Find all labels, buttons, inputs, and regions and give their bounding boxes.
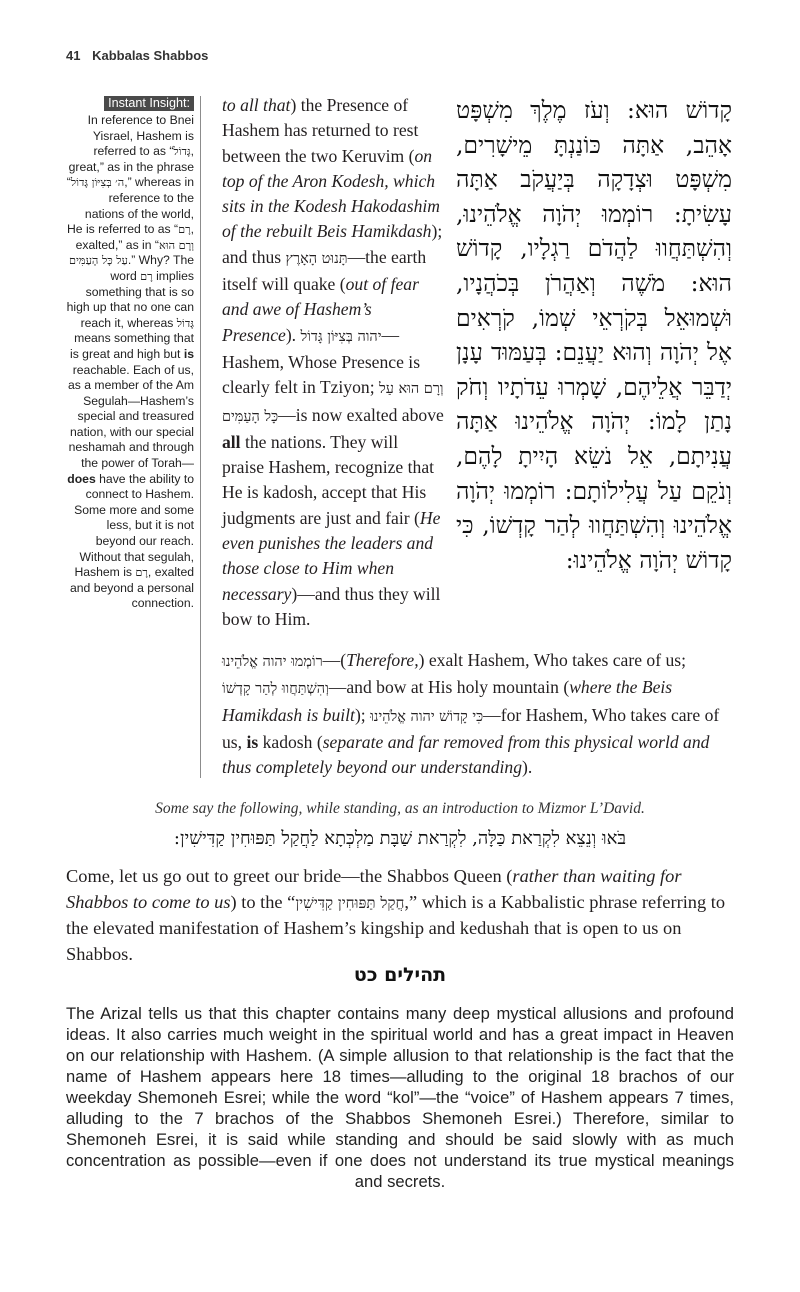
sidebar-divider — [200, 96, 201, 778]
page-number: 41 — [66, 48, 81, 63]
translation-continued — [222, 648, 734, 780]
translation-text: ); — [354, 704, 371, 725]
translation-text: ). — [522, 757, 533, 778]
hebrew-prayer-text: קָדוֹשׁ הוּא: וְעֹז מֶלֶךְ מִשְׁפָּט אָהֵב, אַתָּה כּוֹנַנְתָּ מֵישָׁרִים, מִשְׁפָּט וּצְדָקָה בְּיַעֲקֹב אַתָּה עָשִׂיתָ: רוֹמְמוּ יְהֹוָה אֱלֹהֵינוּ, וְהִשְׁתַּחֲווּ לַהֲדֹם רַגְלָיו, קָדוֹשׁ הוּא: מֹשֶׁה וְאַהֲרֹן בְּכֹהֲנָיו, וּשְׁמוּאֵל בְּקֹרְאֵי שְׁמוֹ, קֹרְאִים אֶל יְהֹוָה וְהוּא יַעֲנֵם: בְּעַמּוּד עָנָן יְדַבֵּר אֲלֵיהֶם, שָׁמְרוּ עֵדֹתָיו וְחֹק נָתַן לָמוֹ: יְהֹוָה אֱלֹהֵינוּ אַתָּה עֲנִיתָם, אֵל נֹשֵׂא הָיִיתָ לָהֶם, וְנֹקֵם עַל עֲלִילוֹתָם: רוֹמְמוּ יְהֹוָה אֱלֹהֵינוּ וְהִשְׁתַּחֲווּ לְהַר קָדְשׁוֹ, כִּי קָדוֹשׁ יְהֹוָה אֱלֹהֵינוּ: — [456, 96, 732, 574]
translation-text: —the earth itself will quake ( — [222, 246, 427, 295]
sidebar-text: .” Why? The word — [110, 253, 194, 283]
invitation-translation — [66, 864, 734, 967]
translation-hebrew: יהוה בְּצִיּוֹן גָּדוֹל — [300, 328, 382, 345]
sidebar-text: , exalted and beyond a personal connection. — [69, 565, 194, 611]
translation-italic: separate and far removed from this physical world and thus completely beyond our understanding — [222, 731, 710, 778]
translation-italic: He even punishes the leaders and those close to Him when necessary — [222, 507, 441, 604]
sidebar-text: , exalted,” as in “ — [75, 222, 194, 252]
translation-text: —for Hashem, Who takes care of us, — [222, 704, 720, 752]
invitation-hebrew-phrase: חֲקַל תַּפּוּחִין קַדִּישִׁין — [295, 893, 405, 912]
sidebar-hebrew: וְרָם הוּא עַל כָּל הָעַמִּים — [68, 238, 194, 268]
sidebar-text: reachable. Each of us, as a member of the Am Segulah—Hashem’s special and treasured nation, with our special neshamah and through the power of Torah— — [68, 362, 194, 471]
page-header-title: Kabbalas Shabbos — [92, 48, 209, 63]
sidebar-hebrew: רָם — [135, 566, 148, 580]
translation-hebrew: וְרָם הוּא עַל כָּל הָעַמִּים — [222, 381, 444, 425]
sidebar-text: , great,” as in the phrase “ — [66, 144, 194, 190]
translation-hebrew: תָּנוּט הָאָרֶץ — [285, 250, 348, 267]
instant-insight-sidebar — [66, 96, 194, 612]
invitation-italic: rather than waiting for Shabbos to come to us — [66, 866, 682, 912]
sidebar-hebrew: גָּדוֹל — [173, 145, 191, 159]
invitation-hebrew: בֹּאוּ וְנֵצֵא לִקְרַאת כַּלָּה, לִקְרַאת שַׁבָּת מַלְכְּתָא לַחֲקַל תַּפּוּחִין קַדִּישִׁין: — [173, 828, 627, 849]
sidebar-text: implies something that is so high up that no one can reach it, whereas — [66, 268, 194, 330]
invitation-text: ,” which is a Kabbalistic phrase referring to the elevated manifestation of Hashem’s kingship and kedushah that is open to us on Shabbos. — [66, 891, 726, 964]
translation-text: —and bow at His holy mountain ( — [328, 677, 570, 698]
translation-text: —( — [322, 650, 347, 670]
translation-bold: is — [246, 731, 259, 752]
sidebar-text: ,” whereas in reference to the nations of the world, He is referred to as “ — [67, 175, 194, 237]
translation-text: —is now exalted above — [278, 404, 444, 425]
translation-text: ) exalt Hashem, Who takes care of us; — [418, 650, 686, 670]
translation-column — [222, 93, 444, 632]
sidebar-bold: does — [67, 471, 96, 486]
sidebar-hebrew: גָּדוֹל — [176, 316, 194, 330]
running-head — [66, 48, 208, 63]
invitation-text: ) to the “ — [230, 891, 296, 912]
translation-italic: where the Beis Hamikdash is built — [222, 677, 673, 725]
invitation-text: Come, let us go out to greet our bride—the Shabbos Queen ( — [66, 866, 513, 886]
psalm-introduction: The Arizal tells us that this chapter contains many deep mystical allusions and profound ideas. It also carries much weight in the spiritual world and has a great impact in Heaven on our relationship with Hashem. (A simple allusion to that relationship is the fact that the name of Hashem appears here 18 times—alluding to the original 18 brachos of our weekday Shemoneh Esrei; while the word “kol”—the “voice” of Hashem appears 7 times, alluding to the 7 brachos of the Shabbos Shemoneh Esrei.) Therefore, similar to Shemoneh Esrei, it is said while standing and should be said slowly with as much concentration as possible—even if one does not understand its true mystical meanings and secrets. — [66, 1004, 734, 1191]
standing-instruction: Some say the following, while standing, as an introduction to Mizmor L’David. — [155, 800, 645, 817]
psalm-heading: תהילים כט — [353, 964, 447, 986]
translation-italic: on top of the Aron Kodesh, which sits in the Kodesh Hakodashim of the rebuilt Beis Hamikdash — [222, 145, 440, 242]
sidebar-text: have the ability to connect to Hashem. Some more and some less, but it is not beyond our reach. Without that segulah, Hashem is — [74, 471, 194, 580]
sidebar-hebrew: רָם — [178, 223, 191, 237]
translation-text: —Hashem, Whose Presence is clearly felt in Tziyon; — [222, 324, 421, 398]
translation-text: )—and thus they will bow to Him. — [222, 583, 441, 629]
translation-text: ); and thus — [222, 221, 443, 267]
translation-bold: all — [222, 431, 241, 452]
translation-italic: Therefore, — [346, 650, 419, 670]
sidebar-hebrew: ה׳ בְּצִיּוֹן גָּדוֹל — [70, 176, 125, 190]
translation-hebrew: רוֹמְמוּ יהוה אֱלֹהֵינוּ — [222, 654, 323, 670]
instant-insight-label: Instant Insight: — [104, 96, 194, 111]
translation-text: ) the Presence of Hashem has returned to rest between the two Keruvim ( — [222, 95, 419, 166]
translation-hebrew: כִּי קָדוֹשׁ יהוה אֱלֹהֵינוּ — [370, 708, 484, 725]
translation-text: kadosh ( — [258, 731, 323, 752]
sidebar-text: In reference to Bnei Yisrael, Hashem is referred to as “ — [87, 113, 194, 159]
translation-hebrew: וְהִשְׁתַּחֲווּ לְהַר קָדְשׁוֹ — [222, 681, 329, 698]
translation-italic: out of fear and awe of Hashem’s Presence — [222, 274, 419, 345]
sidebar-bold: is — [183, 346, 194, 361]
sidebar-text: means something that is great and high but — [69, 331, 194, 361]
translation-text: the nations. They will praise Hashem, recognize that He is kadosh, accept that His judgments are just and fair ( — [222, 431, 435, 528]
translation-italic: to all that — [222, 95, 291, 115]
translation-text: ). — [285, 324, 301, 345]
sidebar-hebrew: רָם — [140, 269, 153, 283]
